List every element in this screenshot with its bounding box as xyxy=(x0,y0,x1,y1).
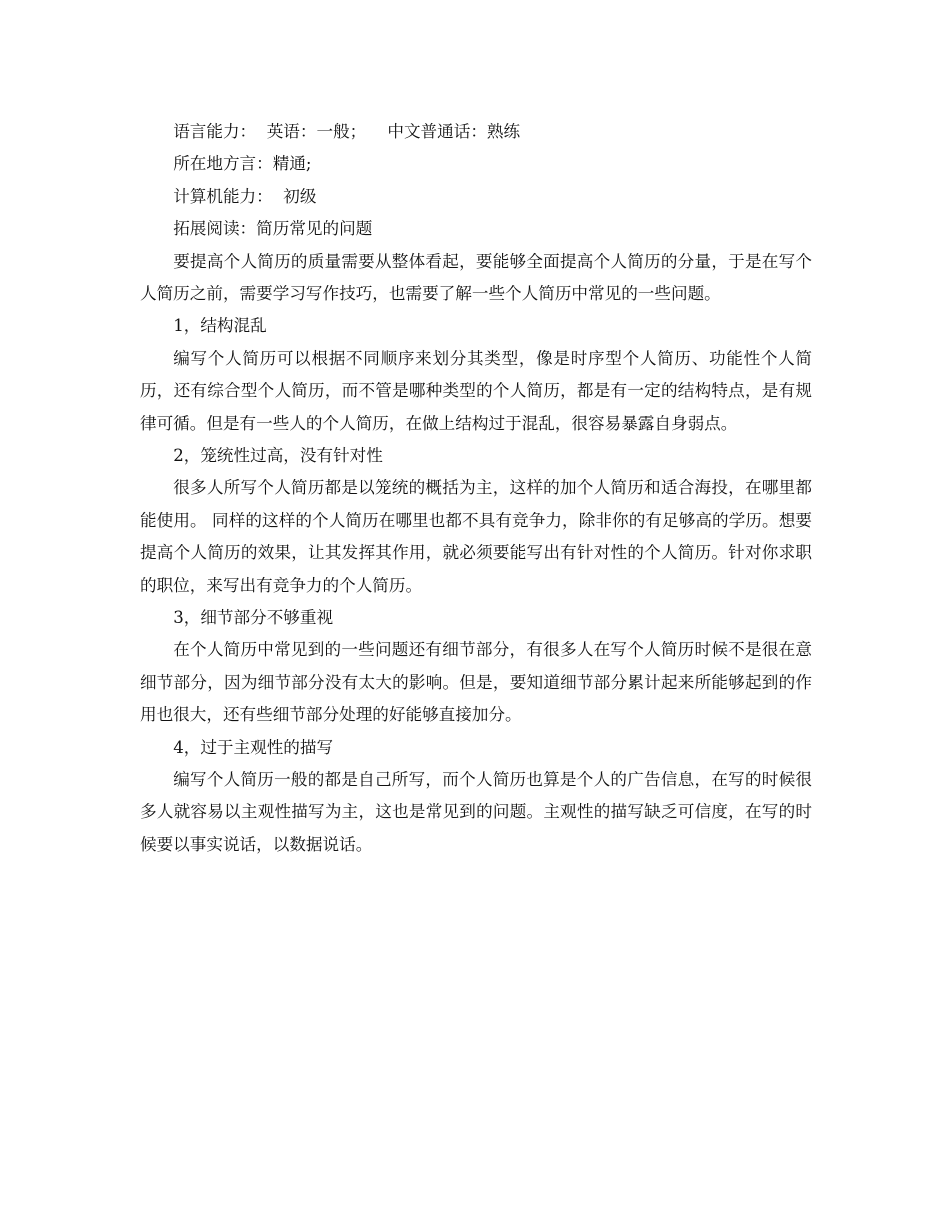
document-body xyxy=(140,116,812,861)
section-heading-3: 3，细节部分不够重视 xyxy=(173,608,334,627)
dialect-line: 所在地方言：精通; xyxy=(173,154,312,174)
extended-reading-heading: 拓展阅读：简历常见的问题 xyxy=(173,219,373,239)
section-heading-4: 4，过于主观性的描写 xyxy=(173,737,334,757)
section-paragraph-1: 编写个人简历可以根据不同顺序来划分其类型，像是时序型个人简历、功能性个人简历，还有综合型个人简历，而不管是哪种类型的个人简历，都是有一定的结构特点，是有规律可循。但是有一些人的个人简历，在做上结构过于混乱，很容易暴露自身弱点。 xyxy=(140,348,812,433)
section-paragraph-3: 在个人简历中常见到的一些问题还有细节部分，有很多人在写个人简历时候不是很在意细节部分，因为细节部分没有太大的影响。但是，要知道细节部分累计起来所能够起到的作用也很大，还有些细节部分处理的好能够直接加分。 xyxy=(140,640,812,725)
section-heading-1: 1，结构混乱 xyxy=(173,316,267,336)
section-heading-2: 2，笼统性过高，没有针对性 xyxy=(173,445,383,465)
intro-paragraph: 要提高个人简历的质量需要从整体看起，要能够全面提高个人简历的分量，于是在写个人简历之前，需要学习写作技巧，也需要了解一些个人简历中常见的一些问题。 xyxy=(140,251,812,303)
section-paragraph-4: 编写个人简历一般的都是自己所写，而个人简历也算是个人的广告信息，在写的时候很多人就容易以主观性描写为主，这也是常见到的问题。主观性的描写缺乏可信度，在写的时候要以事实说话，以数据说话。 xyxy=(140,770,812,854)
language-ability-line: 语言能力： 英语：一般； 中文普通话：熟练 xyxy=(173,122,521,141)
section-paragraph-2: 很多人所写个人简历都是以笼统的概括为主，这样的加个人简历和适合海投，在哪里都能使用。 同样的这样的个人简历在哪里也都不具有竞争力，除非你的有足够高的学历。想要提高个人简历的效果，让其发挥其作用，就必须要能写出有针对性的个人简历。针对你求职的职位，来写出有竞争力的个人简历。 xyxy=(140,478,812,595)
computer-ability-line: 计算机能力： 初级 xyxy=(173,186,317,206)
